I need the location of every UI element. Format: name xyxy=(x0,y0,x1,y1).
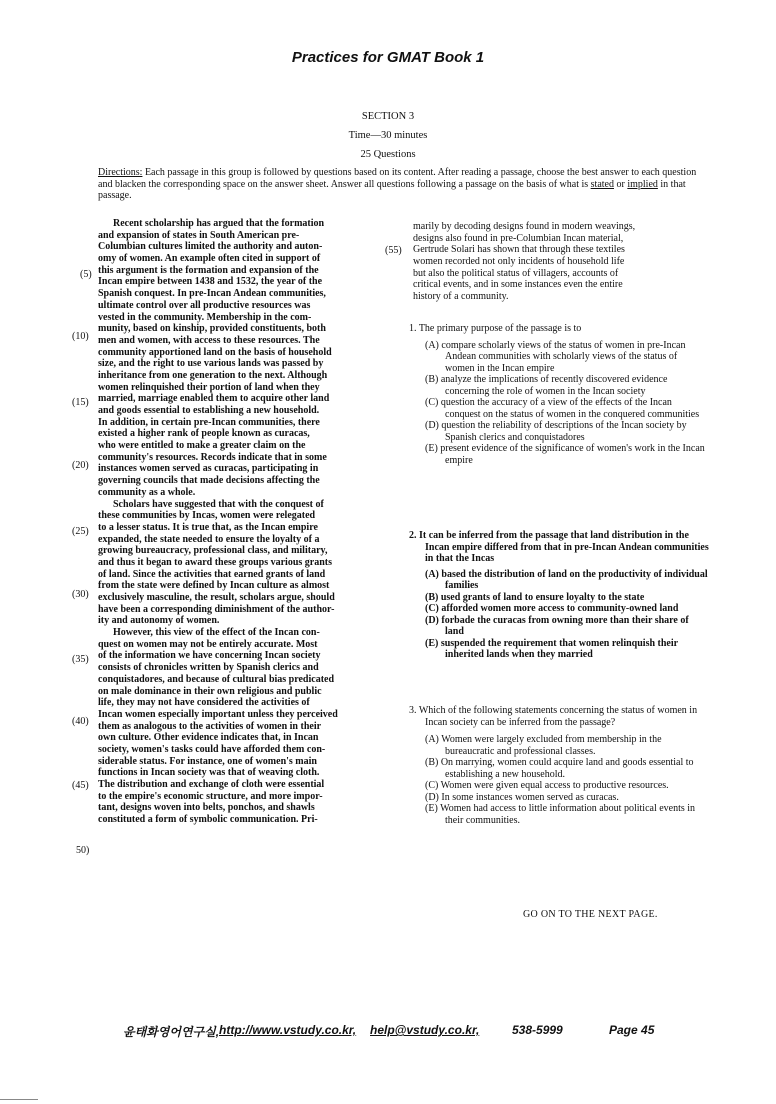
passage-line: who were entitled to make a greater claim on the xyxy=(98,440,306,452)
directions-text: Each passage in this group is followed by questions based on its content. After reading a passage, choose the best answer to each question and blacken the corresponding space on the answer sheet. Answer all questions following a passage on the basis of what is xyxy=(98,167,697,190)
directions-end: in that passage. xyxy=(98,178,686,201)
section-name: SECTION 3 xyxy=(361,111,415,122)
line-number: (30) xyxy=(72,589,89,600)
passage-line: ity and autonomy of women. xyxy=(98,615,220,627)
line-number: (5) xyxy=(80,269,92,280)
passage-line: Scholars have suggested that with the conquest of xyxy=(98,498,324,510)
passage-line: constituted a form of symbolic communication. Pri- xyxy=(98,814,318,826)
passage-line: and thus it began to award these groups various grants xyxy=(98,556,333,568)
passage-line: governing councils that made decisions affecting the xyxy=(98,475,320,487)
passage-line: society, women's tasks could have afforded them con- xyxy=(98,743,326,755)
answer-option[interactable]: (D) question the reliability of descriptions of the Incan society by Spanish clerics and conquistadores xyxy=(425,420,687,443)
line-number: 50) xyxy=(76,845,90,856)
go-on-notice: GO ON TO THE NEXT PAGE. xyxy=(523,909,658,920)
answer-option[interactable]: (E) suspended the requirement that women relinquish their inherited lands when they married xyxy=(425,637,678,660)
passage-line: married, marriage enabled them to acquire other land xyxy=(98,393,330,405)
bottom-rule xyxy=(0,1099,38,1100)
question-stem: 3. Which of the following statements concerning the status of women in Incan society can be inferred from the passage? xyxy=(409,705,698,728)
passage-line: Spanish conquest. In pre-Incan Andean communities, xyxy=(98,288,326,300)
answer-option[interactable]: (A) based the distribution of land on the productivity of individual families xyxy=(425,568,708,591)
question-1 xyxy=(409,323,709,466)
passage-line: and expansion of states in South American pre- xyxy=(98,229,300,241)
passage-line: to a lesser status. It is true that, as the Incan empire xyxy=(98,521,318,533)
line-number: (25) xyxy=(72,526,89,537)
answer-option[interactable]: (E) present evidence of the significance of women's work in the Incan empire xyxy=(425,443,705,466)
answer-option[interactable]: (D) In some instances women served as curacas. xyxy=(425,791,619,803)
answer-option[interactable]: (C) afforded women more access to community-owned land xyxy=(425,603,679,614)
passage-line: omy of women. An example often cited in support of xyxy=(98,253,321,265)
question-stem: 2. It can be inferred from the passage that land distribution in the Incan empire differed from that in pre-Incan Andean communities in that the Incas xyxy=(409,530,709,564)
passage-line: of the information we have concerning Incan society xyxy=(98,650,321,662)
passage-line: quest on women may not be entirely accurate. Most xyxy=(98,638,318,650)
passage-line: growing bureaucracy, professional class, and military, xyxy=(98,545,328,557)
passage-line: women recorded not only incidents of household life xyxy=(413,256,625,268)
passage-line: men and women, with access to these resources. The xyxy=(98,334,320,346)
passage-line: inheritance from one generation to the next. Although xyxy=(98,369,328,381)
passage-line: designs also found in pre-Columbian Incan material, xyxy=(413,232,624,244)
answer-option[interactable]: (A) Women were largely excluded from membership in the bureaucratic and professional classes. xyxy=(425,734,662,757)
passage-line: Gertrude Solari has shown that through these textiles xyxy=(413,244,625,256)
passage-line: and goods essential to establishing a new household. xyxy=(98,405,320,416)
passage-line: this argument is the formation and expansion of the xyxy=(98,264,319,276)
directions-label: Directions: xyxy=(98,167,143,178)
passage-line: them as analogous to the activities of women in their xyxy=(98,720,322,732)
directions-stated: stated xyxy=(590,178,614,190)
passage-line: community apportioned land on the basis of household xyxy=(98,346,332,358)
passage-line: community as a whole. xyxy=(98,486,196,498)
line-number: (55) xyxy=(385,245,402,256)
answer-option[interactable]: (A) compare scholarly views of the status of women in pre-Incan Andean communities with scholarly views of the status of women in the Incan empire xyxy=(425,339,686,374)
passage-line: conquistadores, and because of cultural bias predicated xyxy=(98,673,335,685)
passage-line: Columbian cultures limited the authority and auton- xyxy=(98,241,323,253)
line-number: (15) xyxy=(72,397,89,408)
passage-line: However, this view of the effect of the Incan con- xyxy=(98,627,320,639)
section-count: 25 Questions xyxy=(360,149,416,160)
passage-line: functions in Incan society was that of weaving cloth. xyxy=(98,767,320,779)
passage-line: on male dominance in their own religious and public xyxy=(98,685,322,697)
answer-option[interactable]: (D) forbade the curacas from owning more than their share of land xyxy=(425,614,689,637)
passage-line: expanded, the state needed to ensure the loyalty of a xyxy=(98,533,320,545)
answer-option[interactable]: (C) question the accuracy of a view of the effects of the Incan conquest on the status of women in the conquered communities xyxy=(425,397,700,420)
passage-line: but also the political status of villagers, accounts of xyxy=(413,267,619,279)
answer-option[interactable]: (B) analyze the implications of recently discovered evidence concerning the role of women in the Incan society xyxy=(425,374,668,397)
passage-line: instances women served as curacas, participating in xyxy=(98,463,319,475)
question-2 xyxy=(409,530,709,661)
passage-left-column xyxy=(98,218,388,826)
answer-option[interactable]: (B) On marrying, women could acquire land and goods essential to establishing a new household. xyxy=(425,757,694,780)
passage-line: existed a higher rank of people known as curacas, xyxy=(98,428,310,440)
passage-line: to the empire's economic structure, and more impor- xyxy=(98,790,323,802)
section-time: Time—30 minutes xyxy=(348,130,428,141)
passage-line: life, they may not have considered the activities of xyxy=(98,697,310,709)
answer-option[interactable]: (C) Women were given equal access to productive resources. xyxy=(425,780,669,791)
passage-line: these communities by Incas, women were relegated xyxy=(98,510,316,522)
question-stem: 1. The primary purpose of the passage is to xyxy=(409,323,582,334)
passage-line: women relinquished their portion of land when they xyxy=(98,381,320,393)
passage-line: of land. Since the activities that earned grants of land xyxy=(98,568,326,580)
passage-line: munity, based on kinship, provided constituents, both xyxy=(98,323,326,335)
passage-line: The distribution and exchange of cloth were essential xyxy=(98,779,325,790)
directions-implied: implied xyxy=(627,178,658,190)
footer-email-link[interactable]: help@vstudy.co.kr, xyxy=(370,1023,480,1037)
passage-line: consists of chronicles written by Spanish clerics and xyxy=(98,662,319,674)
line-number: (35) xyxy=(72,654,89,665)
passage-line: critical events, and in some instances even the entire xyxy=(413,279,623,291)
passage-line: history of a community. xyxy=(413,291,509,303)
passage-line: community's resources. Records indicate that in some xyxy=(98,451,327,463)
passage-line: have been a corresponding diminishment of the author- xyxy=(98,603,335,615)
line-number: (45) xyxy=(72,780,89,791)
footer-url-link[interactable]: http://www.vstudy.co.kr, xyxy=(219,1023,357,1037)
answer-option[interactable]: (B) used grants of land to ensure loyalty to the state xyxy=(425,591,645,603)
footer-phone: 538-5999 xyxy=(512,1023,563,1037)
passage-line: exclusively masculine, the result, scholars argue, should xyxy=(98,592,335,603)
line-number: (20) xyxy=(72,460,89,471)
passage-line: Recent scholarship has argued that the formation xyxy=(98,218,325,229)
answer-option[interactable]: (E) Women had access to little information about political events in their communities. xyxy=(425,803,696,826)
passage-line: size, and the right to use various lands was passed by xyxy=(98,358,324,370)
passage-line: siderable status. For instance, one of women's main xyxy=(98,755,317,767)
directions xyxy=(98,167,698,202)
passage-line: marily by decoding designs found in modern weavings, xyxy=(413,221,636,232)
passage-line: In addition, in certain pre-Incan communities, there xyxy=(98,416,320,428)
page-header-title: Practices for GMAT Book 1 xyxy=(291,49,485,66)
line-number: (10) xyxy=(72,331,89,342)
passage-line: from the state were defined by Incan culture as almost xyxy=(98,580,330,592)
directions-or: or xyxy=(613,178,628,190)
passage-right-column xyxy=(413,221,703,303)
passage-line: ultimate control over all productive resources was xyxy=(98,299,311,311)
passage-line: own culture. Other evidence indicates that, in Incan xyxy=(98,732,319,744)
footer-korean-name: 윤태화영어연구실, xyxy=(123,1025,220,1039)
passage-line: Incan women especially important unless they perceived xyxy=(98,708,338,720)
passage-line: vested in the community. Membership in the com- xyxy=(98,311,312,323)
line-number: (40) xyxy=(72,716,89,727)
question-3 xyxy=(409,705,709,826)
passage-line: Incan empire between 1438 and 1532, the year of the xyxy=(98,276,323,288)
passage-line: tant, designs woven into belts, ponchos, and shawls xyxy=(98,802,315,814)
footer-page-number: Page 45 xyxy=(609,1023,655,1037)
